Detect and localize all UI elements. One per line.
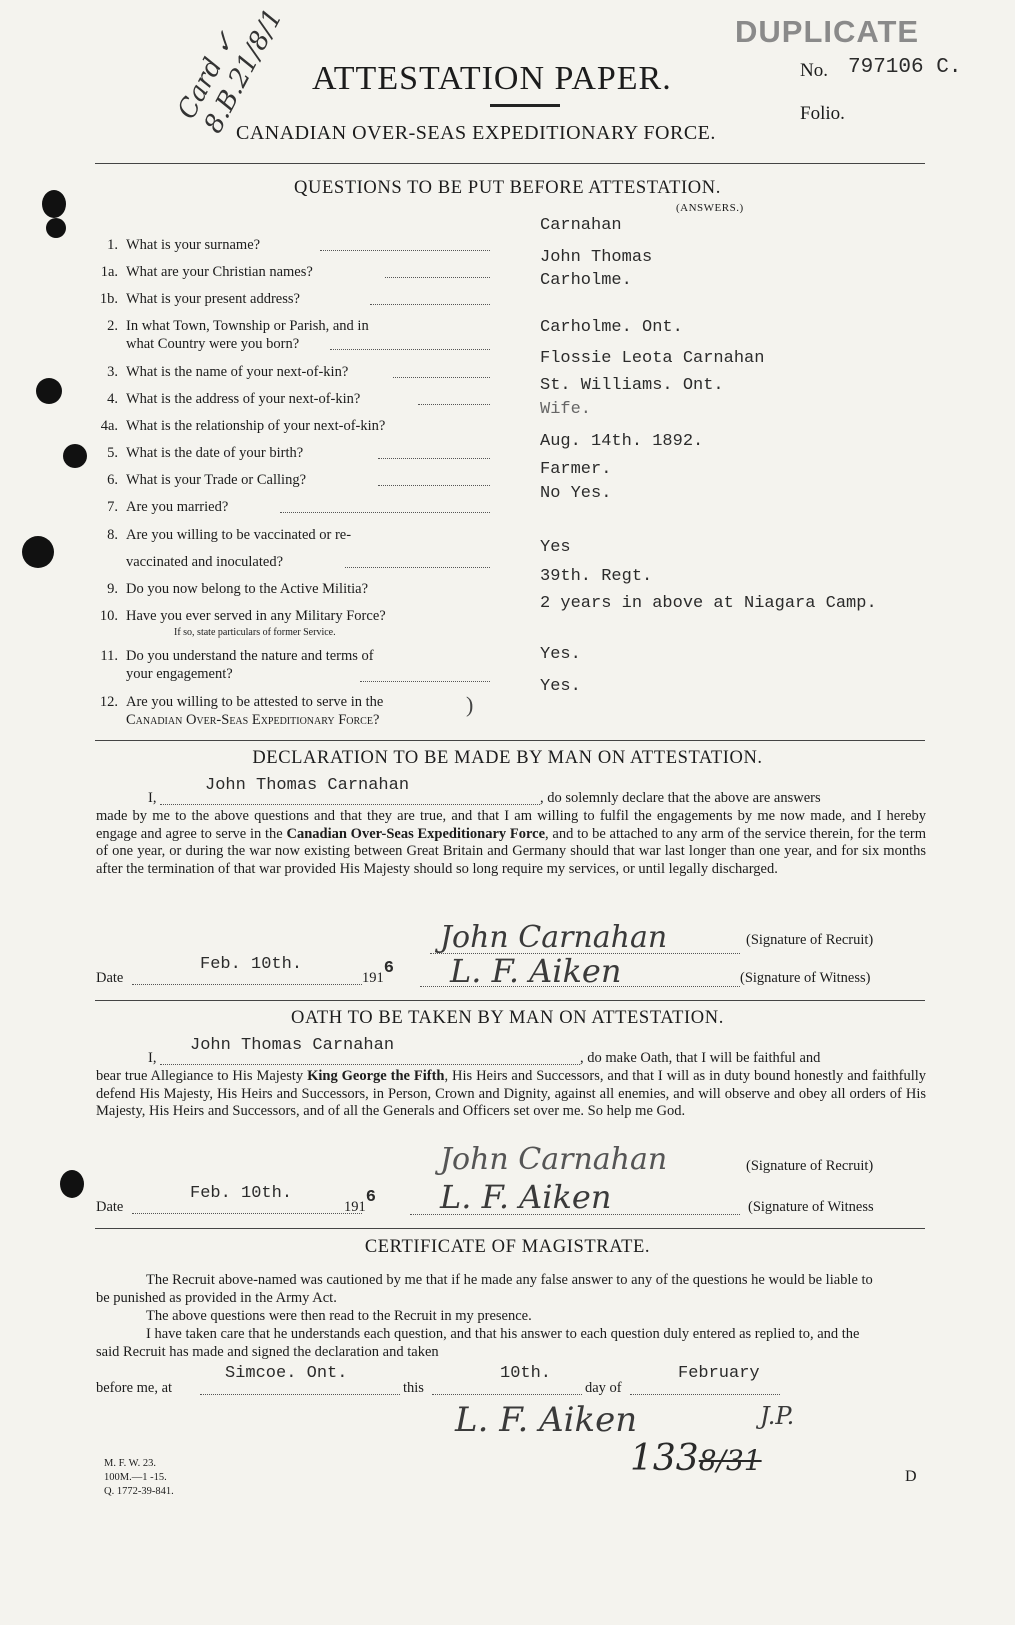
handwritten-number-value: 133 bbox=[630, 1438, 699, 1479]
oath-witness-signature: L. F. Aiken bbox=[440, 1178, 612, 1216]
question-leader bbox=[280, 512, 490, 513]
declaration-year bbox=[362, 959, 394, 988]
corner-handwritten-note bbox=[172, 4, 289, 139]
answers-label: (ANSWERS.) bbox=[676, 202, 744, 214]
header-rule bbox=[95, 163, 925, 164]
answer-surname: Carnahan bbox=[540, 216, 622, 235]
question-12-brace: ) bbox=[466, 692, 474, 717]
certificate-heading: CERTIFICATE OF MAGISTRATE. bbox=[364, 1237, 651, 1257]
punch-hole bbox=[22, 536, 54, 568]
certificate-month: February bbox=[678, 1364, 760, 1383]
declaration-witness-signature: L. F. Aiken bbox=[450, 952, 622, 990]
declaration-recruit-signature: John Carnahan bbox=[440, 920, 668, 955]
footer-form-code: M. F. W. 23. bbox=[104, 1458, 156, 1469]
declaration-date-label: Date bbox=[96, 970, 124, 986]
answer-married: No Yes. bbox=[540, 484, 612, 503]
page-subtitle: CANADIAN OVER-SEAS EXPEDITIONARY FORCE. bbox=[236, 122, 716, 144]
handwritten-number bbox=[630, 1438, 762, 1479]
question-leader bbox=[418, 404, 490, 405]
certificate-place-line bbox=[200, 1394, 400, 1395]
title-underline bbox=[490, 104, 560, 107]
question-leader bbox=[320, 250, 490, 251]
question-leader bbox=[378, 485, 490, 486]
certificate-para-3: I have taken care that he understands each question, and that his answer to each question duly entered as replied to, and the said Recruit has made and signed the declaration and taken bbox=[96, 1326, 860, 1360]
question-leader bbox=[393, 377, 490, 378]
answer-vaccinated: Yes bbox=[540, 538, 571, 557]
folio-label: Folio. bbox=[800, 103, 845, 124]
oath-witness-sig-label: (Signature of Witness bbox=[748, 1199, 874, 1215]
question-leader bbox=[345, 567, 490, 568]
magistrate-title: J.P. bbox=[760, 1402, 795, 1430]
declaration-body: made by me to the above questions and that they are true, and that I am willing to fulfil the engagements by me now made, and I hereby engage and agree to serve in the Canadian Over-Seas Expeditionary Force, and to be attached to any arm of the service therein, for the term of one year, or during the war now existing between Great Britain and Germany should that war last longer than one year, and for six months after the termination of that war provided His Majesty should so long require my services, or until legally discharged. bbox=[96, 808, 926, 877]
oath-name: John Thomas Carnahan bbox=[190, 1036, 395, 1055]
punch-hole bbox=[46, 218, 66, 238]
footer-print-ref: Q. 1772-39-841. bbox=[104, 1486, 174, 1497]
certificate-this-label: this bbox=[403, 1380, 424, 1396]
oath-year bbox=[344, 1188, 376, 1217]
certificate-place: Simcoe. Ont. bbox=[225, 1364, 348, 1383]
declaration-date-value: Feb. 10th. bbox=[200, 955, 303, 974]
oath-date-label: Date bbox=[96, 1199, 124, 1215]
certificate-before-label: before me, at bbox=[96, 1380, 173, 1396]
oath-name-line bbox=[160, 1064, 580, 1065]
oath-bottom-rule bbox=[95, 1228, 925, 1229]
certificate-month-line bbox=[630, 1394, 780, 1395]
certificate-day-line bbox=[432, 1394, 582, 1395]
oath-recruit-signature: John Carnahan bbox=[440, 1142, 668, 1177]
answer-military-service: 2 years in above at Niagara Camp. bbox=[540, 594, 877, 613]
certificate-day-of-label: day of bbox=[585, 1380, 622, 1396]
answer-present-address: Carholme. bbox=[540, 271, 632, 290]
question-leader bbox=[330, 349, 490, 350]
oath-line1-tail: , do make Oath, that I will be faithful and bbox=[580, 1050, 821, 1066]
question-leader bbox=[370, 304, 490, 305]
number-label: No. bbox=[800, 60, 828, 81]
document-number bbox=[848, 56, 961, 79]
question-leader bbox=[360, 681, 490, 682]
duplicate-stamp: DUPLICATE bbox=[735, 14, 920, 49]
certificate-para-1: The Recruit above-named was cautioned by me that if he made any false answer to any of the questions he would be liable to be punished as provided in the Army Act. bbox=[96, 1272, 873, 1306]
question-leader bbox=[378, 458, 490, 459]
certificate-para-2: The above questions were then read to the Recruit in my presence. bbox=[146, 1308, 532, 1324]
declaration-name-line bbox=[160, 804, 540, 805]
declaration-recruit-sig-label: (Signature of Recruit) bbox=[746, 932, 874, 948]
questions-bottom-rule bbox=[95, 740, 925, 741]
answer-christian-names: John Thomas bbox=[540, 248, 653, 267]
oath-date-line bbox=[132, 1213, 362, 1214]
questions-heading: QUESTIONS TO BE PUT BEFORE ATTESTATION. bbox=[294, 178, 721, 198]
answer-trade: Farmer. bbox=[540, 460, 612, 479]
declaration-year-prefix: 191 bbox=[362, 970, 384, 986]
answer-relationship: Wife. bbox=[540, 400, 592, 419]
punch-hole bbox=[60, 1170, 84, 1198]
footer-print-run: 100M.—1 -15. bbox=[104, 1472, 167, 1483]
corner-note-text: Card ✓ 8.B.21/8/1 bbox=[172, 4, 289, 139]
answer-willing-attested: Yes. bbox=[540, 677, 581, 696]
magistrate-signature: L. F. Aiken bbox=[455, 1400, 638, 1440]
declaration-i: I, bbox=[148, 790, 157, 806]
declaration-year-suffix: 6 bbox=[383, 959, 394, 978]
punch-hole bbox=[36, 378, 62, 404]
oath-year-prefix: 191 bbox=[344, 1199, 366, 1215]
oath-king-name: King George the Fifth bbox=[307, 1068, 445, 1084]
answer-understand-terms: Yes. bbox=[540, 645, 581, 664]
oath-i: I, bbox=[148, 1050, 157, 1066]
number-value: 797106 bbox=[848, 56, 924, 79]
declaration-name: John Thomas Carnahan bbox=[205, 776, 410, 795]
declaration-date-line bbox=[132, 984, 362, 985]
declaration-heading: DECLARATION TO BE MADE BY MAN ON ATTESTATION. bbox=[252, 748, 763, 768]
answer-next-of-kin: Flossie Leota Carnahan bbox=[540, 349, 765, 368]
declaration-witness-sig-label: (Signature of Witness) bbox=[740, 970, 871, 986]
question-leader bbox=[385, 277, 490, 278]
answer-next-of-kin-address: St. Williams. Ont. bbox=[540, 376, 724, 395]
answer-birthplace: Carholme. Ont. bbox=[540, 318, 683, 337]
answer-birth-date: Aug. 14th. 1892. bbox=[540, 432, 704, 451]
oath-body: bear true Allegiance to His Majesty King George the Fifth, His Heirs and Successors, and that I will as in duty bound honestly and faithfully defend His Majesty, His Heirs and Successors, in Person, Crown and Dignity, against all enemies, and will observe and obey all orders of His Majesty, His Heirs and Successors, and of all the Generals and Officers set over me. So help me God. bbox=[96, 1068, 927, 1119]
declaration-line1-tail: , do solemnly declare that the above are answers bbox=[540, 790, 821, 806]
number-suffix: C. bbox=[936, 56, 962, 79]
oath-witness-sig-line bbox=[410, 1214, 740, 1215]
declaration-bottom-rule bbox=[95, 1000, 925, 1001]
oath-year-suffix: 6 bbox=[365, 1188, 376, 1207]
page-title: ATTESTATION PAPER. bbox=[312, 60, 672, 97]
oath-date-value: Feb. 10th. bbox=[190, 1184, 293, 1203]
handwritten-struck-value: 8/31 bbox=[698, 1444, 762, 1477]
certificate-day: 10th. bbox=[500, 1364, 552, 1383]
oath-heading: OATH TO BE TAKEN BY MAN ON ATTESTATION. bbox=[291, 1008, 724, 1028]
declaration-force-name: Canadian Over-Seas Expeditionary Force bbox=[286, 825, 546, 842]
footer-edge-letter: D bbox=[905, 1468, 917, 1485]
declaration-witness-sig-line bbox=[420, 986, 740, 987]
answer-active-militia: 39th. Regt. bbox=[540, 567, 653, 586]
oath-recruit-sig-label: (Signature of Recruit) bbox=[746, 1158, 874, 1174]
punch-hole bbox=[63, 444, 87, 468]
